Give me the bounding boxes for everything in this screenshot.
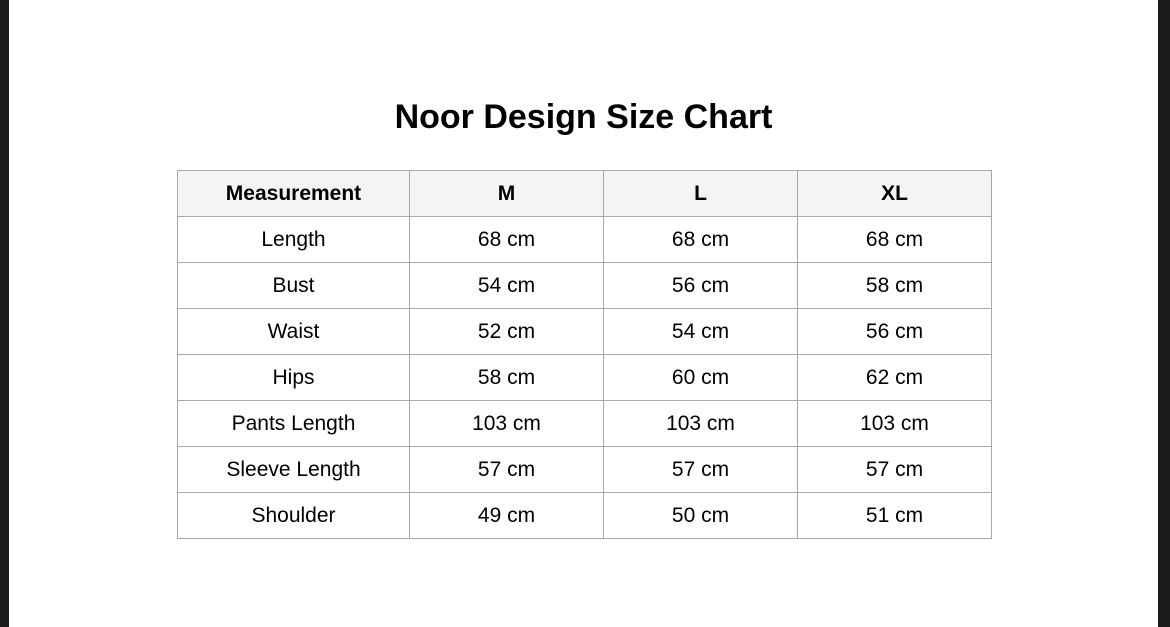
- table-row: [178, 493, 992, 539]
- size-xl-value: 56 cm: [798, 309, 992, 355]
- size-l-value: 60 cm: [604, 355, 798, 401]
- size-m-value: 52 cm: [410, 309, 604, 355]
- size-l-value: 54 cm: [604, 309, 798, 355]
- size-l-value: 68 cm: [604, 217, 798, 263]
- table-row: [178, 355, 992, 401]
- size-xl-value: 51 cm: [798, 493, 992, 539]
- header-size-xl: XL: [798, 171, 992, 217]
- size-xl-value: 57 cm: [798, 447, 992, 493]
- measurement-name: Waist: [178, 309, 410, 355]
- size-l-value: 50 cm: [604, 493, 798, 539]
- size-m-value: 103 cm: [410, 401, 604, 447]
- page-title: Noor Design Size Chart: [394, 98, 773, 136]
- measurement-name: Pants Length: [178, 401, 410, 447]
- size-l-value: 57 cm: [604, 447, 798, 493]
- size-m-value: 57 cm: [410, 447, 604, 493]
- header-size-l: L: [604, 171, 798, 217]
- size-xl-value: 68 cm: [798, 217, 992, 263]
- measurement-name: Sleeve Length: [178, 447, 410, 493]
- table-row: [178, 217, 992, 263]
- table-row: [178, 309, 992, 355]
- header-row: [178, 171, 992, 217]
- size-l-value: 56 cm: [604, 263, 798, 309]
- size-xl-value: 62 cm: [798, 355, 992, 401]
- measurement-name: Bust: [178, 263, 410, 309]
- measurement-name: Hips: [178, 355, 410, 401]
- table-row: [178, 447, 992, 493]
- table-row: [178, 401, 992, 447]
- size-chart-table: [177, 170, 992, 539]
- measurement-name: Shoulder: [178, 493, 410, 539]
- size-m-value: 58 cm: [410, 355, 604, 401]
- size-m-value: 68 cm: [410, 217, 604, 263]
- size-xl-value: 58 cm: [798, 263, 992, 309]
- size-l-value: 103 cm: [604, 401, 798, 447]
- size-m-value: 49 cm: [410, 493, 604, 539]
- measurement-name: Length: [178, 217, 410, 263]
- size-m-value: 54 cm: [410, 263, 604, 309]
- header-size-m: M: [410, 171, 604, 217]
- size-xl-value: 103 cm: [798, 401, 992, 447]
- table-row: [178, 263, 992, 309]
- header-measurement: Measurement: [178, 171, 410, 217]
